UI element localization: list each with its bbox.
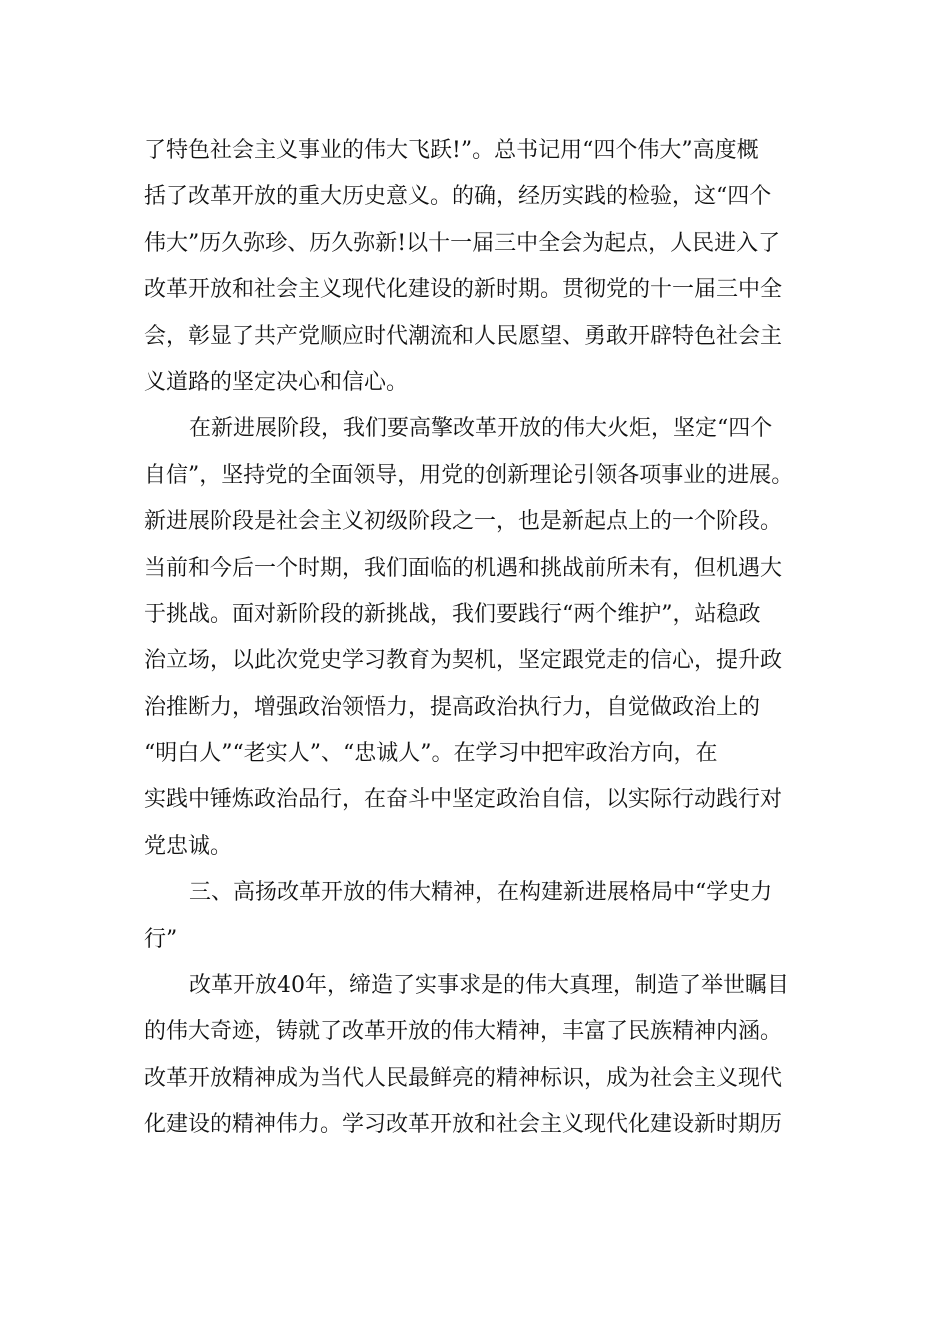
paragraph-2 [144, 406, 824, 870]
section-heading [144, 870, 824, 963]
text-line: 了特色社会主义事业的伟大飞跃!”。总书记用“四个伟大”高度概 [144, 138, 759, 163]
text-line: 的伟大奇迹，铸就了改革开放的伟大精神，丰富了民族精神内涵。 [144, 1019, 783, 1045]
text-line: 党忠诚。 [144, 833, 233, 859]
text-line: 自信”，坚持党的全面领导，用党的创新理论引领各项事业的进展。 [144, 462, 794, 488]
heading-line: 三、高扬改革开放的伟大精神，在构建新进展格局中“学史力 [189, 880, 773, 906]
text-line: 改革开放和社会主义现代化建设的新时期。贯彻党的十一届三中全 [144, 277, 783, 303]
text-line: 新进展阶段是社会主义初级阶段之一，也是新起点上的一个阶段。 [144, 509, 783, 535]
text-line: 改革开放精神成为当代人民最鲜亮的精神标识，成为社会主义现代 [144, 1065, 783, 1091]
text-line: 在新进展阶段，我们要高擎改革开放的伟大火炬，坚定“四个 [189, 416, 773, 442]
paragraph-3 [144, 963, 824, 1149]
text-line: 当前和今后一个时期，我们面临的机遇和挑战前所未有，但机遇大 [144, 555, 783, 581]
text-line: 化建设的精神伟力。学习改革开放和社会主义现代化建设新时期历 [144, 1112, 783, 1138]
text-line: 实践中锤炼政治品行，在奋斗中坚定政治自信，以实际行动践行对 [144, 787, 783, 813]
heading-line: 行” [144, 926, 178, 952]
text-line: 伟大”历久弥珍、历久弥新!以十一届三中全会为起点，人民进入了 [144, 230, 781, 256]
text-line: 改革开放40年，缔造了实事求是的伟大真理，制造了举世瞩目 [189, 973, 789, 999]
text-line: 治推断力，增强政治领悟力，提高政治执行力，自觉做政治上的 [144, 694, 761, 720]
paragraph-1 [144, 128, 824, 406]
text-line: 会，彰显了共产党顺应时代潮流和人民愿望、勇敢开辟特色社会主 [144, 323, 783, 349]
text-line: “明白人”“老实人”、“忠诚人”。在学习中把牢政治方向，在 [144, 741, 718, 767]
body-text [144, 128, 824, 1149]
text-line: 治立场，以此次党史学习教育为契机，坚定跟党走的信心，提升政 [144, 648, 783, 674]
text-line: 于挑战。面对新阶段的新挑战，我们要践行“两个维护”，站稳政 [144, 601, 761, 627]
text-line: 括了改革开放的重大历史意义。的确，经历实践的检验，这“四个 [144, 184, 772, 210]
text-line: 义道路的坚定决心和信心。 [144, 369, 409, 395]
